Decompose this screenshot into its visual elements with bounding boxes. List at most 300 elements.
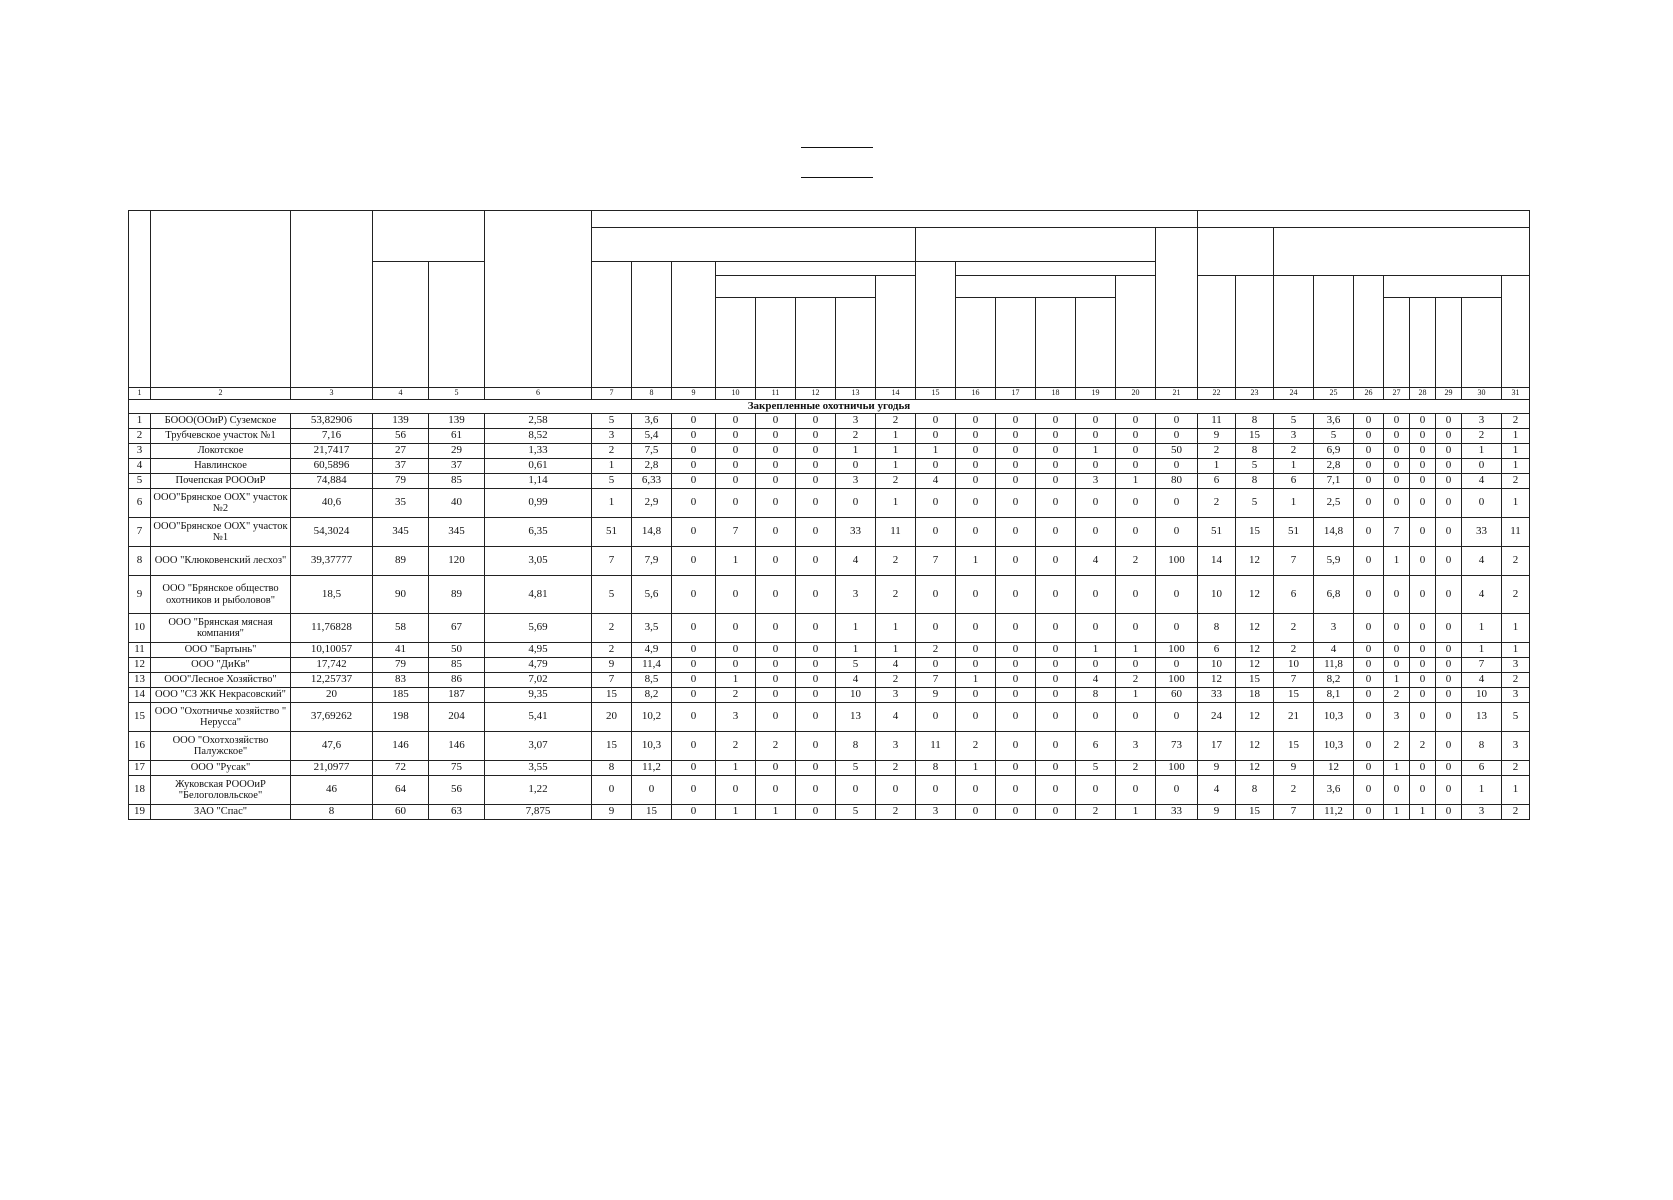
row-value: 1 [1274,459,1314,474]
row-value: 5 [592,414,632,429]
row-value: 8 [916,761,956,776]
row-value: 0 [632,776,672,805]
row-value: 15 [1274,688,1314,703]
column-numbers-row [129,388,1530,400]
row-value: 3 [1314,614,1354,643]
row-value: 5 [592,576,632,614]
row-value: 0 [1410,414,1436,429]
row-value: 0 [956,429,996,444]
row-value: 7 [1274,673,1314,688]
table-row [129,474,1530,489]
row-value: 0 [1436,576,1462,614]
header-under1-c [1502,276,1530,388]
row-value: 2 [876,414,916,429]
row-value: 0 [996,732,1036,761]
row-value: 1 [1274,489,1314,518]
row-value: 61 [429,429,485,444]
resource-name-text [801,132,873,148]
row-value: 35 [373,489,429,518]
table-row [129,703,1530,732]
row-value: 0 [796,444,836,459]
row-value: 0 [1156,776,1198,805]
row-value: 0 [1156,414,1198,429]
table-row [129,489,1530,518]
row-value: 0 [716,614,756,643]
row-value: 10 [1462,688,1502,703]
header-males-after-b [1036,298,1076,388]
row-value: 2 [1502,547,1530,576]
table-row [129,444,1530,459]
row-value: 0 [1036,429,1076,444]
row-value: 33 [1198,688,1236,703]
row-value: 0 [796,703,836,732]
row-value: 18,5 [291,576,373,614]
row-value: 11,76828 [291,614,373,643]
row-value: 5 [1236,459,1274,474]
column-number: 21 [1156,388,1198,400]
row-value: 3 [916,805,956,820]
row-value: 0 [996,414,1036,429]
header-actual [916,228,1156,262]
row-value: 8,2 [1314,673,1354,688]
header-under1-a [876,276,916,388]
row-value: 5,6 [632,576,672,614]
row-value: 53,82906 [291,414,373,429]
row-value: 6 [1076,732,1116,761]
row-value: 79 [373,474,429,489]
row-value: 0 [1354,444,1384,459]
row-value: 8 [836,732,876,761]
row-value: 12 [1236,703,1274,732]
row-value: 4 [1462,673,1502,688]
row-value: 0 [672,643,716,658]
row-value: 0 [756,429,796,444]
column-number: 3 [291,388,373,400]
row-value: 0 [672,732,716,761]
row-value: 0 [592,776,632,805]
row-value: 0 [1116,518,1156,547]
header-v-pct-23 [1236,276,1274,388]
row-value: 15 [1236,805,1274,820]
table-row [129,761,1530,776]
row-value: 0 [796,805,836,820]
row-value: 58 [373,614,429,643]
row-value: 0 [956,489,996,518]
row-value: 0 [1354,547,1384,576]
row-value: 1 [1116,474,1156,489]
row-value: 15 [1274,732,1314,761]
row-value: 67 [429,614,485,643]
row-value: 100 [1156,643,1198,658]
row-value: 0 [916,658,956,673]
row-value: 15 [1236,673,1274,688]
stamp-inner-circle [1475,1025,1615,1165]
row-value: 14 [1198,547,1236,576]
row-value: 0 [1384,489,1410,518]
column-number: 6 [485,388,592,400]
row-value: 0 [672,805,716,820]
column-number: 16 [956,388,996,400]
row-value: 1 [716,761,756,776]
region-name-text [801,162,873,178]
row-value: 1 [1502,429,1530,444]
row-value: 90 [373,576,429,614]
row-value: 3 [1502,688,1530,703]
table-row [129,576,1530,614]
row-value: 0 [796,414,836,429]
row-value: 2 [956,732,996,761]
header-adults-1 [716,276,876,298]
row-value: 120 [429,547,485,576]
row-name: Почепская РОООиР [151,474,291,489]
row-value: 11,2 [1314,805,1354,820]
row-value: 1 [916,444,956,459]
row-value: 3 [836,414,876,429]
row-value: 5,69 [485,614,592,643]
row-value: 0 [996,474,1036,489]
row-value: 2 [876,547,916,576]
row-value: 7 [592,673,632,688]
row-value: 0 [1116,459,1156,474]
row-value: 0 [756,474,796,489]
row-value: 100 [1156,673,1198,688]
row-name: БООО(ООиР) Суземское [151,414,291,429]
row-value: 0 [1462,459,1502,474]
row-value: 1 [876,643,916,658]
row-value: 64 [373,776,429,805]
row-value: 0 [916,518,956,547]
row-value: 0 [796,489,836,518]
row-value: 5 [1314,429,1354,444]
row-value: 10,2 [632,703,672,732]
row-name: Навлинское [151,459,291,474]
row-value: 0,61 [485,459,592,474]
row-value: 12 [1236,614,1274,643]
row-value: 75 [429,761,485,776]
header-nosex-b [1076,298,1116,388]
row-value: 1 [1384,805,1410,820]
row-value: 0 [996,614,1036,643]
header-set-quota [1274,228,1530,276]
row-value: 8 [592,761,632,776]
row-value: 2 [1502,576,1530,614]
row-value: 2 [1076,805,1116,820]
row-value: 1 [956,673,996,688]
row-value: 7,5 [632,444,672,459]
row-number: 9 [129,576,151,614]
row-value: 0 [672,688,716,703]
row-value: 0 [1036,688,1076,703]
header-under1-b [1116,276,1156,388]
row-value: 50 [1156,444,1198,459]
row-value: 12 [1236,643,1274,658]
row-value: 0 [672,444,716,459]
row-value: 0 [796,576,836,614]
row-value: 10,3 [1314,732,1354,761]
row-value: 0 [916,459,956,474]
row-value: 11 [916,732,956,761]
header-males-antlers-c [1410,298,1436,388]
row-value: 10 [836,688,876,703]
row-value: 2 [1502,414,1530,429]
row-value: 0 [836,459,876,474]
row-value: 40,6 [291,489,373,518]
row-value: 1 [1076,444,1116,459]
row-value: 33 [836,518,876,547]
table-row [129,805,1530,820]
row-value: 0 [1116,658,1156,673]
row-value: 1 [1384,761,1410,776]
row-value: 4 [916,474,956,489]
row-value: 21,0977 [291,761,373,776]
table-row [129,643,1530,658]
row-value: 8 [1076,688,1116,703]
row-value: 2,8 [1314,459,1354,474]
row-value: 8 [1236,444,1274,459]
row-value: 8,52 [485,429,592,444]
row-name: Локотское [151,444,291,459]
row-value: 0 [1384,429,1410,444]
row-value: 11,4 [632,658,672,673]
row-name: ООО "Охотничье хозяйство " Нерусса" [151,703,291,732]
row-value: 12 [1236,547,1274,576]
row-value: 7 [1274,547,1314,576]
row-value: 1 [1198,459,1236,474]
row-value: 1 [1502,776,1530,805]
row-value: 1 [836,444,876,459]
row-value: 1 [956,761,996,776]
row-value: 146 [429,732,485,761]
row-value: 0 [1384,776,1410,805]
column-number: 19 [1076,388,1116,400]
row-value: 1 [876,429,916,444]
row-value: 0 [1036,614,1076,643]
row-value: 0 [1354,703,1384,732]
row-value: 0 [1410,444,1436,459]
row-value: 1 [1502,643,1530,658]
row-value: 0 [716,474,756,489]
row-value: 0 [1410,643,1436,658]
row-value: 0 [1156,489,1198,518]
row-value: 1 [756,805,796,820]
row-value: 17 [1198,732,1236,761]
row-name: ООО "Охотхозяйство Палужское" [151,732,291,761]
row-value: 0 [1436,761,1462,776]
row-value: 0 [1410,429,1436,444]
row-number: 13 [129,673,151,688]
row-value: 8 [1236,414,1274,429]
row-value: 3,6 [1314,414,1354,429]
header-males-rut-a [716,298,756,388]
row-value: 0 [1036,489,1076,518]
row-value: 1,14 [485,474,592,489]
row-value: 0 [1116,489,1156,518]
row-value: 0 [956,414,996,429]
table-row [129,776,1530,805]
row-value: 11 [876,518,916,547]
header-males-antlers-a [756,298,796,388]
row-value: 0 [1354,518,1384,547]
row-value: 0 [916,576,956,614]
row-value: 0 [1156,518,1198,547]
row-value: 1 [592,459,632,474]
header-nosex-a [836,298,876,388]
row-value: 0 [1436,547,1462,576]
header-year-2024 [373,262,429,388]
row-value: 24 [1198,703,1236,732]
row-value: 9 [916,688,956,703]
row-value: 0 [1354,576,1384,614]
row-value: 0 [756,489,796,518]
row-value: 2 [1462,429,1502,444]
row-value: 0 [1354,643,1384,658]
row-value: 0 [996,761,1036,776]
row-value: 0 [956,614,996,643]
row-number: 6 [129,489,151,518]
row-value: 8,1 [1314,688,1354,703]
column-number: 10 [716,388,756,400]
column-number: 2 [151,388,291,400]
row-value: 11,2 [632,761,672,776]
row-value: 0 [1436,673,1462,688]
row-value: 0 [672,547,716,576]
row-value: 185 [373,688,429,703]
row-value: 1 [716,673,756,688]
row-value: 21,7417 [291,444,373,459]
column-number: 31 [1502,388,1530,400]
row-value: 0 [956,805,996,820]
row-value: 85 [429,474,485,489]
row-value: 3,6 [1314,776,1354,805]
region-name [0,162,1673,178]
row-value: 1 [876,459,916,474]
row-value: 2 [876,673,916,688]
header-adults-3 [1384,276,1502,298]
row-value: 0 [716,444,756,459]
row-value: 7 [916,547,956,576]
row-name: ООО"Брянское ООХ" участок №2 [151,489,291,518]
row-value: 0 [796,732,836,761]
header-count [373,211,485,262]
row-value: 46 [291,776,373,805]
row-value: 2 [1116,673,1156,688]
column-number: 28 [1410,388,1436,400]
row-value: 0 [796,429,836,444]
row-value: 89 [429,576,485,614]
row-value: 73 [1156,732,1198,761]
row-value: 0 [996,658,1036,673]
row-value: 54,3024 [291,518,373,547]
row-number: 12 [129,658,151,673]
row-value: 5 [1236,489,1274,518]
row-value: 1 [836,614,876,643]
row-value: 12 [1236,658,1274,673]
row-value: 1 [1116,643,1156,658]
row-value: 7 [716,518,756,547]
header-name [151,211,291,388]
row-value: 29 [429,444,485,459]
row-value: 2 [876,474,916,489]
row-value: 0 [956,518,996,547]
row-value: 0 [756,614,796,643]
column-number: 13 [836,388,876,400]
row-value: 0 [796,614,836,643]
row-value: 0 [1436,429,1462,444]
row-value: 11 [1502,518,1530,547]
row-value: 0 [672,703,716,732]
row-number: 16 [129,732,151,761]
row-value: 0 [1076,518,1116,547]
row-value: 0 [796,688,836,703]
row-value: 2 [1502,673,1530,688]
column-number: 7 [592,388,632,400]
row-name: ООО "Брянское общество охотников и рыболовов" [151,576,291,614]
row-value: 0 [1076,776,1116,805]
row-value: 1 [1116,688,1156,703]
row-value: 0 [956,459,996,474]
row-value: 7 [1274,805,1314,820]
row-value: 0 [756,658,796,673]
row-value: 0 [716,576,756,614]
row-value: 0 [756,643,796,658]
row-value: 0 [1354,776,1384,805]
row-value: 2,8 [632,459,672,474]
row-value: 4 [1076,673,1116,688]
row-value: 3 [1502,658,1530,673]
row-value: 0 [716,414,756,429]
column-number: 20 [1116,388,1156,400]
row-value: 0 [1384,576,1410,614]
row-value: 0 [1156,614,1198,643]
column-number: 11 [756,388,796,400]
row-value: 0 [1116,429,1156,444]
row-value: 4,9 [632,643,672,658]
row-value: 60 [373,805,429,820]
header-incl-2 [956,262,1156,276]
row-value: 37,69262 [291,703,373,732]
row-number: 15 [129,703,151,732]
row-value: 2 [592,444,632,459]
row-value: 80 [1156,474,1198,489]
header-nosex-c [1462,298,1502,388]
section-fixed [129,400,1530,414]
row-value: 1 [592,489,632,518]
row-value: 79 [373,658,429,673]
row-value: 12 [1198,673,1236,688]
row-value: 5 [1076,761,1116,776]
row-value: 0 [672,518,716,547]
row-value: 0 [1036,444,1076,459]
row-value: 0 [956,703,996,732]
row-value: 2 [1116,761,1156,776]
stamp-core-circle [1505,1055,1585,1135]
row-value: 2 [1274,614,1314,643]
header-males-rut-b [956,298,996,388]
row-value: 0 [1116,444,1156,459]
row-value: 0 [916,703,956,732]
row-value: 0 [996,576,1036,614]
row-value: 0 [1076,489,1116,518]
row-value: 0 [1384,474,1410,489]
row-value: 2 [1384,732,1410,761]
row-value: 0 [1410,489,1436,518]
row-value: 6,33 [632,474,672,489]
row-value: 0 [1436,643,1462,658]
row-value: 0 [716,643,756,658]
row-value: 0 [916,414,956,429]
row-value: 0 [1116,703,1156,732]
row-value: 0 [1076,429,1116,444]
